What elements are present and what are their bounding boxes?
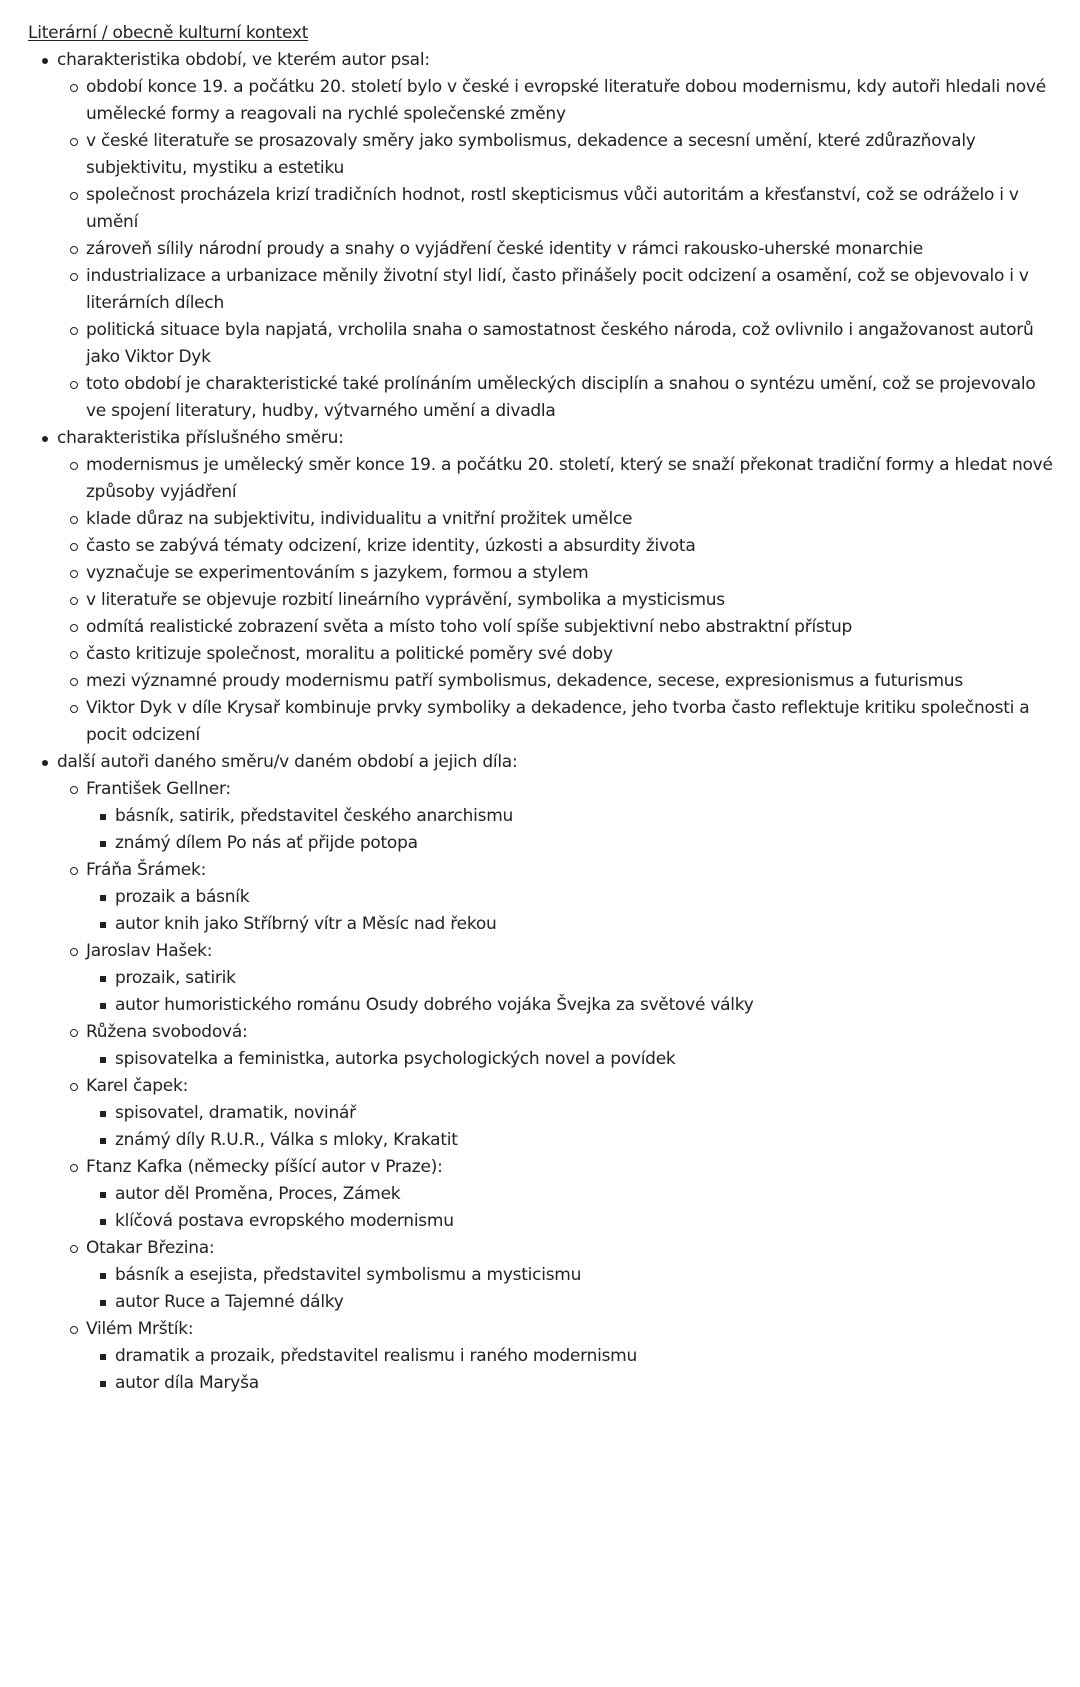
author-note: autor humoristického románu Osudy dobrého vojáka Švejka za světové války [115, 992, 1058, 1019]
author-note: dramatik a prozaik, představitel realismu i raného modernismu [115, 1343, 1058, 1370]
author-note: básník, satirik, představitel českého anarchismu [115, 803, 1058, 830]
author-note: známý díly R.U.R., Válka s mloky, Krakatit [115, 1127, 1058, 1154]
section-heading: Literární / obecně kulturní kontext [28, 23, 309, 43]
list-item: politická situace byla napjatá, vrcholila snaha o samostatnost českého národa, což ovlivnilo i angažovanost autorů jako Viktor Dyk [86, 317, 1058, 371]
author-name: Ftanz Kafka (německy píšící autor v Praze): [86, 1157, 443, 1177]
author-name: Otakar Březina: [86, 1238, 215, 1258]
author-note: prozaik, satirik [115, 965, 1058, 992]
author-note: známý dílem Po nás ať přijde potopa [115, 830, 1058, 857]
list-item: v české literatuře se prosazovaly směry jako symbolismus, dekadence a secesní umění, které zdůrazňovaly subjektivitu, mystiku a estetiku [86, 128, 1058, 182]
author-note: autor díla Maryša [115, 1370, 1058, 1397]
list-item-period [57, 47, 1058, 425]
sub-list [57, 452, 1058, 749]
author-notes [86, 965, 1058, 1019]
author-item [86, 857, 1058, 938]
list-item: odmítá realistické zobrazení světa a místo toho volí spíše subjektivní nebo abstraktní přístup [86, 614, 1058, 641]
list-item-label: charakteristika příslušného směru: [57, 428, 344, 448]
document [28, 20, 1058, 1397]
author-note: spisovatel, dramatik, novinář [115, 1100, 1058, 1127]
author-note: spisovatelka a feministka, autorka psychologických novel a povídek [115, 1046, 1058, 1073]
list-item-authors [57, 749, 1058, 1397]
author-item [86, 1235, 1058, 1316]
list-item-label: charakteristika období, ve kterém autor psal: [57, 50, 430, 70]
author-notes [86, 1343, 1058, 1397]
list-item-label: další autoři daného směru/v daném období a jejich díla: [57, 752, 518, 772]
author-name: Karel čapek: [86, 1076, 189, 1096]
author-notes [86, 1100, 1058, 1154]
list-item: vyznačuje se experimentováním s jazykem, formou a stylem [86, 560, 1058, 587]
author-name: Fráňa Šrámek: [86, 860, 207, 880]
top-level-list [28, 47, 1058, 1397]
author-note: autor děl Proměna, Proces, Zámek [115, 1181, 1058, 1208]
author-notes [86, 1181, 1058, 1235]
author-name: Jaroslav Hašek: [86, 941, 213, 961]
list-item: toto období je charakteristické také prolínáním uměleckých disciplín a snahou o syntézu umění, což se projevovalo ve spojení literatury, hudby, výtvarného umění a divadla [86, 371, 1058, 425]
author-notes [86, 1046, 1058, 1073]
author-item [86, 1154, 1058, 1235]
list-item: industrializace a urbanizace měnily životní styl lidí, často přinášely pocit odcizení a osamění, což se objevovalo i v literárních dílech [86, 263, 1058, 317]
author-item [86, 1073, 1058, 1154]
list-item: Viktor Dyk v díle Krysař kombinuje prvky symboliky a dekadence, jeho tvorba často reflektuje kritiku společnosti a pocit odcizení [86, 695, 1058, 749]
list-item-movement [57, 425, 1058, 749]
authors-list [57, 776, 1058, 1397]
author-name: František Gellner: [86, 779, 231, 799]
author-note: klíčová postava evropského modernismu [115, 1208, 1058, 1235]
author-item [86, 1019, 1058, 1073]
sub-list [57, 74, 1058, 425]
author-item [86, 938, 1058, 1019]
list-item: mezi významné proudy modernismu patří symbolismus, dekadence, secese, expresionismus a futurismus [86, 668, 1058, 695]
list-item: období konce 19. a počátku 20. století bylo v české i evropské literatuře dobou modernismu, kdy autoři hledali nové umělecké formy a reagovali na rychlé společenské změny [86, 74, 1058, 128]
author-item [86, 776, 1058, 857]
author-name: Vilém Mrštík: [86, 1319, 194, 1339]
author-name: Růžena svobodová: [86, 1022, 248, 1042]
author-note: básník a esejista, představitel symbolismu a mysticismu [115, 1262, 1058, 1289]
author-notes [86, 1262, 1058, 1316]
author-note: prozaik a básník [115, 884, 1058, 911]
list-item: zároveň sílily národní proudy a snahy o vyjádření české identity v rámci rakousko-uherské monarchie [86, 236, 1058, 263]
list-item: často se zabývá tématy odcizení, krize identity, úzkosti a absurdity života [86, 533, 1058, 560]
list-item: klade důraz na subjektivitu, individualitu a vnitřní prožitek umělce [86, 506, 1058, 533]
author-notes [86, 803, 1058, 857]
list-item: často kritizuje společnost, moralitu a politické poměry své doby [86, 641, 1058, 668]
list-item: společnost procházela krizí tradičních hodnot, rostl skepticismus vůči autoritám a křesťanství, což se odráželo i v umění [86, 182, 1058, 236]
list-item: v literatuře se objevuje rozbití lineárního vyprávění, symbolika a mysticismus [86, 587, 1058, 614]
list-item: modernismus je umělecký směr konce 19. a počátku 20. století, který se snaží překonat tradiční formy a hledat nové způsoby vyjádření [86, 452, 1058, 506]
author-note: autor Ruce a Tajemné dálky [115, 1289, 1058, 1316]
author-notes [86, 884, 1058, 938]
author-item [86, 1316, 1058, 1397]
author-note: autor knih jako Stříbrný vítr a Měsíc nad řekou [115, 911, 1058, 938]
